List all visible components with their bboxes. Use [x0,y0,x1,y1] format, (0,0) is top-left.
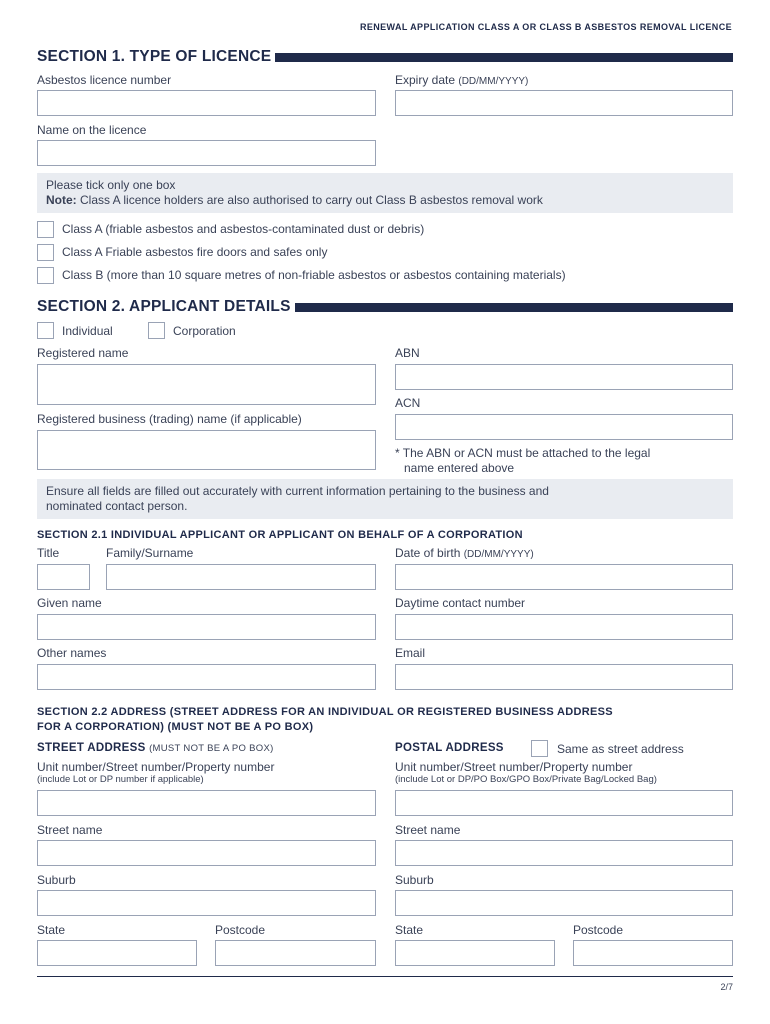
registered-name-field[interactable] [37,364,376,405]
trading-name-label: Registered business (trading) name (if applicable) [37,412,302,426]
street-name-field[interactable] [37,840,376,866]
acn-label: ACN [395,396,421,410]
daytime-contact-field[interactable] [395,614,733,640]
corporation-label: Corporation [173,324,236,338]
section1-heading [37,48,733,66]
email-label: Email [395,646,426,660]
ensure-accuracy-line2: nominated contact person. [46,499,188,513]
street-address-note: (MUST NOT BE A PO BOX) [149,743,274,754]
page-number: 2/7 [720,982,733,992]
street-unit-field[interactable] [37,790,376,816]
postcode-label: Postcode [215,923,266,937]
trading-name-field[interactable] [37,430,376,470]
street-name-label: Street name [37,823,103,837]
corporation-checkbox[interactable] [148,322,165,339]
postal-street-name-label: Street name [395,823,461,837]
footer-divider [37,976,733,977]
class-a-fire-doors-label: Class A Friable asbestos fire doors and safes only [62,245,328,259]
suburb-field[interactable] [37,890,376,916]
expiry-date-label: Expiry date (DD/MM/YYYY) [395,73,529,87]
class-a-checkbox[interactable] [37,221,54,238]
daytime-contact-label: Daytime contact number [395,596,526,610]
abn-label: ABN [395,346,420,360]
street-unit-label: Unit number/Street number/Property number [37,760,275,774]
section2-2-title-line1: SECTION 2.2 ADDRESS (STREET ADDRESS FOR AN INDIVIDUAL OR REGISTERED BUSINESS ADDRESS [37,706,613,718]
state-label: State [37,923,66,937]
date-of-birth-label: Date of birth (DD/MM/YYYY) [395,546,534,560]
licence-number-label: Asbestos licence number [37,73,172,87]
registered-name-label: Registered name [37,346,129,360]
class-a-label: Class A (friable asbestos and asbestos-contaminated dust or debris) [62,222,425,236]
postal-state-label: State [395,923,424,937]
individual-checkbox[interactable] [37,322,54,339]
same-as-street-label: Same as street address [557,742,684,756]
document-header-title: RENEWAL APPLICATION CLASS A OR CLASS B ASBESTOS REMOVAL LICENCE [359,22,732,32]
other-names-label: Other names [37,646,107,660]
surname-label: Family/Surname [106,546,194,560]
postal-suburb-field[interactable] [395,890,733,916]
expiry-date-field[interactable] [395,90,733,116]
abn-acn-note-line2: name entered above [404,461,515,475]
licence-note: Note: Class A licence holders are also authorised to carry out Class B asbestos removal work [46,193,543,207]
abn-field[interactable] [395,364,733,390]
street-unit-note: (include Lot or DP number if applicable) [37,774,204,785]
section2-title: SECTION 2. APPLICANT DETAILS [37,298,291,315]
class-a-fire-doors-checkbox[interactable] [37,244,54,261]
street-address-heading: STREET ADDRESS (MUST NOT BE A PO BOX) [37,742,274,754]
postal-address-heading: POSTAL ADDRESS [395,742,504,754]
tick-instruction-text: Please tick only one box [46,178,176,192]
postal-street-name-field[interactable] [395,840,733,866]
section2-title-bar [295,303,733,312]
tick-instruction-panel [37,173,733,213]
section2-1-title: SECTION 2.1 INDIVIDUAL APPLICANT OR APPLICANT ON BEHALF OF A CORPORATION [37,529,523,541]
postal-postcode-label: Postcode [573,923,624,937]
suburb-label: Suburb [37,873,76,887]
section1-title-bar [275,53,733,62]
email-field[interactable] [395,664,733,690]
expiry-date-format: (DD/MM/YYYY) [458,76,529,87]
postal-unit-label: Unit number/Street number/Property number [395,760,633,774]
class-b-label: Class B (more than 10 square metres of non-friable asbestos or asbestos containing materials) [62,268,566,282]
section1-title: SECTION 1. TYPE OF LICENCE [37,48,272,65]
surname-field[interactable] [106,564,376,590]
class-b-checkbox[interactable] [37,267,54,284]
same-as-street-checkbox[interactable] [531,740,548,757]
title-label: Title [37,546,60,560]
given-name-field[interactable] [37,614,376,640]
abn-acn-note-line1: * The ABN or ACN must be attached to the legal [395,446,651,460]
other-names-field[interactable] [37,664,376,690]
date-of-birth-format: (DD/MM/YYYY) [463,549,534,560]
section2-2-title-line2: FOR A CORPORATION) (MUST NOT BE A PO BOX) [37,721,314,733]
name-on-licence-label: Name on the licence [37,123,147,137]
given-name-label: Given name [37,596,102,610]
title-field[interactable] [37,564,90,590]
postal-unit-field[interactable] [395,790,733,816]
postal-unit-note: (include Lot or DP/PO Box/GPO Box/Private Bag/Locked Bag) [395,774,657,785]
postal-state-field[interactable] [395,940,555,966]
individual-label: Individual [62,324,113,338]
name-on-licence-field[interactable] [37,140,376,166]
licence-number-field[interactable] [37,90,376,116]
state-field[interactable] [37,940,197,966]
ensure-accuracy-panel [37,479,733,519]
postal-postcode-field[interactable] [573,940,733,966]
ensure-accuracy-line1: Ensure all fields are filled out accurately with current information pertaining to the business and [46,484,549,498]
acn-field[interactable] [395,414,733,440]
date-of-birth-field[interactable] [395,564,733,590]
postal-suburb-label: Suburb [395,873,434,887]
section2-heading [37,298,733,316]
postcode-field[interactable] [215,940,376,966]
